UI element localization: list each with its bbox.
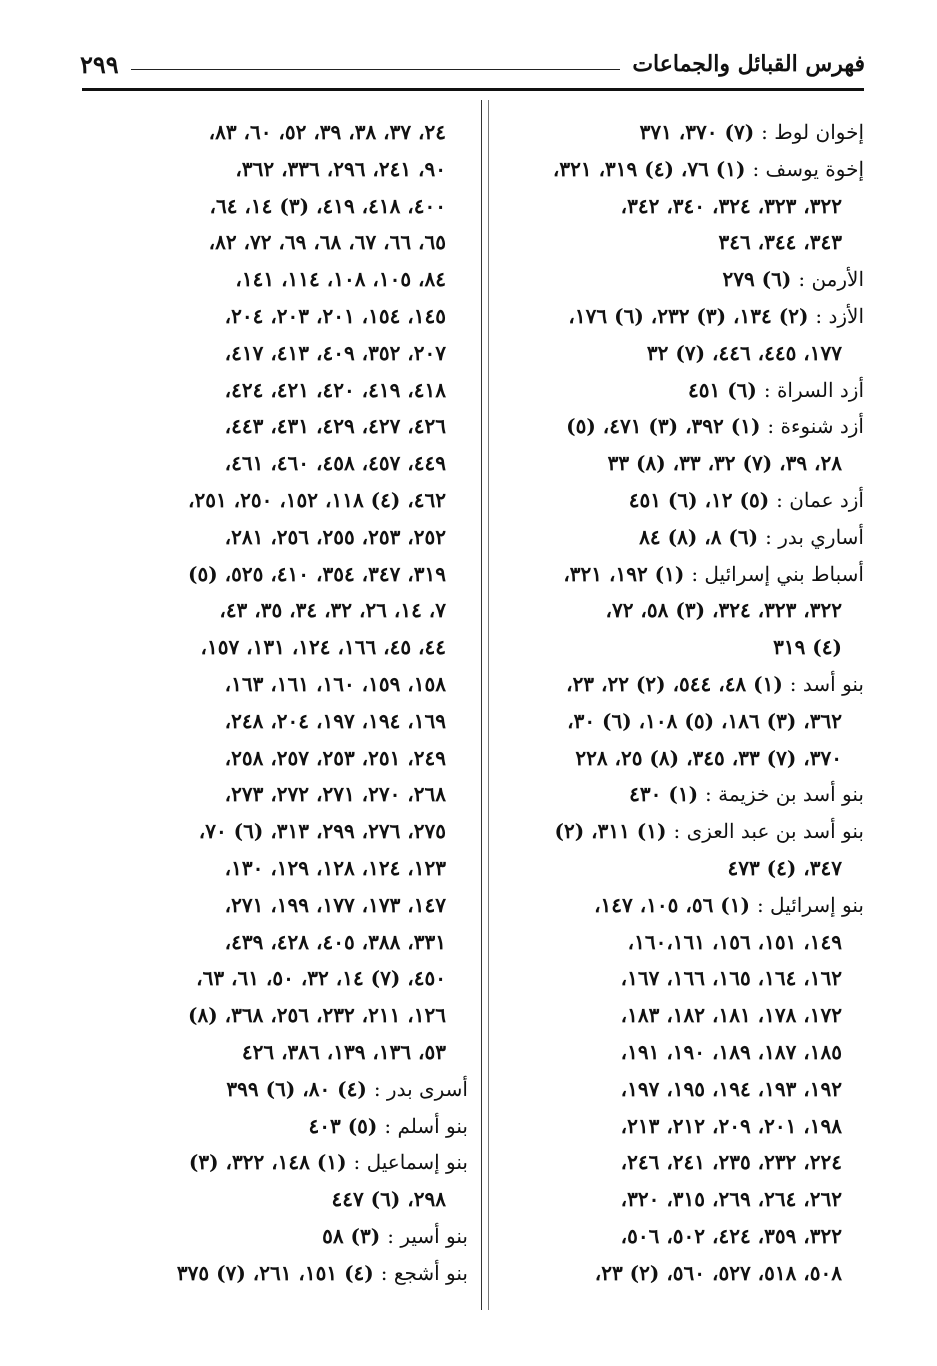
entry-references: ١٧٧، ٤٤٥، ٤٤٦، (٧) ٣٢ <box>646 340 842 365</box>
running-title: فهرس القبائل والجماعات <box>632 51 865 77</box>
entry-references: ٤٥٠، (٧) ١٤، ٣٢، ٥٠، ٦١، ٦٣، <box>196 966 446 991</box>
entry-references: (٤) ٣١٩ <box>773 635 842 660</box>
entry-references: ٦٥، ٦٦، ٦٧، ٦٨، ٦٩، ٧٢، ٨٢، <box>208 230 446 255</box>
index-entry-continuation <box>492 1108 864 1145</box>
entry-references: ٣٤٧، (٤) ٤٧٣ <box>727 855 842 880</box>
entry-references: ١٩٨، ٢٠١، ٢٠٩، ٢١٢، ٢١٣، <box>620 1113 842 1138</box>
index-entry-continuation <box>492 629 864 666</box>
index-entry-continuation <box>82 372 468 409</box>
index-entry-continuation <box>492 924 864 961</box>
index-entry-continuation <box>82 519 468 556</box>
index-entry <box>82 1071 468 1108</box>
entry-references: ١٤٩، ١٥١، ١٥٦، ١٦٠،١٦١، <box>627 929 842 954</box>
index-entry <box>82 1108 468 1145</box>
column-divider-inner <box>488 100 489 1310</box>
index-entry-continuation <box>492 445 864 482</box>
entry-references: ٥٠٨، ٥١٨، ٥٢٧، ٥٦٠، (٢) ٢٣، <box>594 1260 842 1285</box>
entry-references: ٩٠، ٢٤١، ٢٩٦، ٣٣٦، ٣٦٢، <box>235 156 446 181</box>
entry-references: (٣) ٥٨ <box>322 1223 388 1248</box>
entry-references: ١٩٢، ١٩٣، ١٩٤، ١٩٥، ١٩٧، <box>620 1076 842 1101</box>
index-entry-continuation <box>492 997 864 1034</box>
index-entry-continuation <box>82 776 468 813</box>
index-entry <box>492 408 864 445</box>
index-entry <box>82 1255 468 1292</box>
index-entry-continuation <box>492 188 864 225</box>
index-entry-continuation <box>82 482 468 519</box>
page-number: ٢٩٩ <box>80 49 119 79</box>
index-entry-continuation <box>492 740 864 777</box>
index-entry <box>492 298 864 335</box>
index-entry <box>492 813 864 850</box>
entry-references: (٤) ١٥١، ٢٦١، (٧) ٣٧٥ <box>176 1260 381 1285</box>
entry-references: ٢٦٢، ٢٦٤، ٢٦٩، ٣١٥، ٣٢٠، <box>620 1187 842 1212</box>
entry-references: ٢٢٤، ٢٣٢، ٢٣٥، ٢٤١، ٢٤٦، <box>620 1150 842 1175</box>
index-entry-continuation <box>492 1181 864 1218</box>
index-column-right <box>492 114 864 1292</box>
entry-references: (١) ٤٣٠ <box>629 782 706 807</box>
index-entry-continuation <box>492 592 864 629</box>
index-entry-continuation <box>492 224 864 261</box>
entry-references: (٦) ٢٧٩ <box>722 267 799 292</box>
entry-references: (٢) ١٣٤، (٣) ٢٣٢، (٦) ١٧٦، <box>568 303 816 328</box>
entry-references: ٣٤٣، ٣٤٤، ٣٤٦ <box>718 230 842 255</box>
index-entry <box>492 776 864 813</box>
entry-references: (٥) ١٢، (٦) ٤٥١ <box>628 487 777 512</box>
index-entry-continuation <box>82 445 468 482</box>
index-entry-continuation <box>82 592 468 629</box>
entry-term: بنو إسرائيل : <box>756 892 864 917</box>
index-entry-continuation <box>82 850 468 887</box>
index-entry-continuation <box>82 1181 468 1218</box>
entry-term: أزد السراة : <box>763 377 864 402</box>
entry-references: ٢٥٢، ٢٥٣، ٢٥٥، ٢٥٦، ٢٨١، <box>224 524 446 549</box>
index-entry <box>492 666 864 703</box>
entry-references: ٢٠٧، ٣٥٢، ٤٠٩، ٤١٣، ٤١٧، <box>224 340 446 365</box>
entry-references: (٦) ٤٥١ <box>688 377 764 402</box>
index-entry <box>492 519 864 556</box>
entry-references: ٣٦٢، (٣) ١٨٦، (٥) ١٠٨، (٦) ٣٠، <box>567 708 842 733</box>
entry-references: ١٦٢، ١٦٤، ١٦٥، ١٦٦، ١٦٧، <box>620 966 842 991</box>
entry-references: (١) ٤٨، ٥٤٤، (٢) ٢٢، ٢٣، <box>566 671 790 696</box>
index-entry-continuation <box>82 224 468 261</box>
index-entry-continuation <box>82 666 468 703</box>
entry-references: ٤٤٩، ٤٥٧، ٤٥٨، ٤٦٠، ٤٦١، <box>224 451 446 476</box>
entry-references: (٦) ٨، (٨) ٨٤ <box>639 524 766 549</box>
entry-references: (١) ٣١١، (٢) <box>554 819 674 844</box>
index-entry <box>82 1218 468 1255</box>
entry-term: إخوة يوسف : <box>752 156 864 181</box>
page-header <box>80 44 865 84</box>
index-entry-continuation <box>492 1255 864 1292</box>
index-entry <box>492 556 864 593</box>
header-rule <box>131 69 621 70</box>
entry-references: ٨٤، ١٠٥، ١٠٨، ١١٤، ١٤١، <box>235 267 446 292</box>
entry-references: ٣٧٠، (٧) ٣٣، ٣٤٥، (٨) ٢٥، ٢٢٨ <box>575 745 842 770</box>
entry-references: ١٨٥، ١٨٧، ١٨٩، ١٩٠، ١٩١، <box>620 1039 842 1064</box>
entry-references: ١٧٢، ١٧٨، ١٨١، ١٨٢، ١٨٣، <box>620 1003 842 1028</box>
entry-references: ١٤٥، ١٥٤، ٢٠١، ٢٠٣، ٢٠٤، <box>224 303 446 328</box>
entry-references: (١) ١٩٢، ٣٢١، <box>563 561 692 586</box>
entry-references: (١) ٣٩٢، (٣) ٤٧١، (٥) <box>566 414 768 439</box>
entry-term: أسرى بدر : <box>373 1076 468 1101</box>
entry-references: ٤٢٦، ٤٢٧، ٤٢٩، ٤٣١، ٤٤٣، <box>224 414 446 439</box>
column-divider <box>481 100 482 1310</box>
entry-references: ١٢٦، ٢١١، ٢٣٢، ٢٥٦، ٣٦٨، (٨) <box>188 1003 446 1028</box>
entry-references: ١٥٨، ١٥٩، ١٦٠، ١٦١، ١٦٣، <box>224 671 446 696</box>
entry-references: (٤) ٨٠، (٦) ٣٩٩ <box>226 1076 374 1101</box>
entry-references: (١) ٧٦، (٤) ٣١٩، ٣٢١، <box>552 156 753 181</box>
index-entry-continuation <box>82 887 468 924</box>
index-entry-continuation <box>82 629 468 666</box>
entry-references: ٢٧٥، ٢٧٦، ٢٩٩، ٣١٣، (٦) ٧٠، <box>198 819 446 844</box>
header-divider <box>82 88 864 91</box>
entry-term: بنو أسد بن عبد العزى : <box>673 819 864 844</box>
index-entry-continuation <box>82 556 468 593</box>
index-entry-continuation <box>82 298 468 335</box>
index-entry <box>492 482 864 519</box>
entry-references: (١) ١٤٨، ٣٢٢، (٣) <box>188 1150 354 1175</box>
entry-references: ٤٤، ٤٥، ١٦٦، ١٢٤، ١٣١، ١٥٧، <box>200 635 446 660</box>
entry-term: الأرمن : <box>798 267 864 292</box>
index-entry-continuation <box>82 114 468 151</box>
index-entry-continuation <box>82 924 468 961</box>
entry-term: بنو أسير : <box>387 1223 468 1248</box>
entry-references: ٣٢٢، ٣٥٩، ٤٢٤، ٥٠٢، ٥٠٦، <box>620 1223 842 1248</box>
entry-references: ٤١٨، ٤١٩، ٤٢٠، ٤٢١، ٤٢٤، <box>224 377 446 402</box>
entry-references: (٧) ٣٧٠، ٣٧١ <box>639 120 762 144</box>
entry-references: ٢٨، ٣٩، (٧) ٣٢، ٣٣، (٨) ٣٣ <box>607 451 842 476</box>
entry-references: ٢٤، ٣٧، ٣٨، ٣٩، ٥٢، ٦٠، ٨٣، <box>208 120 446 144</box>
index-entry-continuation <box>82 261 468 298</box>
index-column-left <box>82 114 468 1292</box>
index-entry <box>492 114 864 151</box>
index-entry-continuation <box>492 703 864 740</box>
entry-references: ٣٢٢، ٣٢٣، ٣٢٤، (٣) ٥٨، ٧٢، <box>605 598 842 623</box>
entry-term: بنو أسد : <box>789 671 864 696</box>
index-entry-continuation <box>82 960 468 997</box>
index-entry-continuation <box>492 1144 864 1181</box>
index-entry-continuation <box>82 335 468 372</box>
index-entry <box>492 887 864 924</box>
entry-references: ٢٦٨، ٢٧٠، ٢٧١، ٢٧٢، ٢٧٣، <box>224 782 446 807</box>
index-entry-continuation <box>82 408 468 445</box>
index-entry-continuation <box>492 850 864 887</box>
index-entry <box>492 151 864 188</box>
index-entry <box>492 372 864 409</box>
index-entry-continuation <box>492 960 864 997</box>
entry-references: ٣٣١، ٣٨٨، ٤٠٥، ٤٢٨، ٤٣٩، <box>224 929 446 954</box>
entry-term: الأزد : <box>815 303 864 328</box>
entry-references: ١٢٣، ١٢٤، ١٢٨، ١٢٩، ١٣٠، <box>224 855 446 880</box>
entry-term: بنو أشجع : <box>380 1260 468 1285</box>
index-entry <box>82 1144 468 1181</box>
index-entry-continuation <box>492 1034 864 1071</box>
entry-references: ٢٩٨، (٦) ٤٤٧ <box>331 1187 446 1212</box>
index-entry-continuation <box>82 703 468 740</box>
entry-references: ٣١٩، ٣٤٧، ٣٥٤، ٤١٠، ٥٢٥، (٥) <box>188 561 446 586</box>
entry-references: ٢٤٩، ٢٥١، ٢٥٣، ٢٥٧، ٢٥٨، <box>224 745 446 770</box>
entry-term: بنو أسلم : <box>384 1113 468 1138</box>
entry-references: (١) ٥٦، ١٠٥، ١٤٧، <box>594 892 757 917</box>
entry-term: أسباط بني إسرائيل : <box>691 561 864 586</box>
entry-references: ٤٦٢، (٤) ١١٨، ١٥٢، ٢٥٠، ٢٥١، <box>188 487 446 512</box>
entry-references: ١٦٩، ١٩٤، ١٩٧، ٢٠٤، ٢٤٨، <box>224 708 446 733</box>
index-entry-continuation <box>82 740 468 777</box>
entry-term: أساري بدر : <box>765 524 864 549</box>
entry-term: أزد عمان : <box>776 487 864 512</box>
entry-references: ٥٣، ١٣٦، ١٣٩، ٣٨٦، ٤٢٦ <box>241 1039 446 1064</box>
entry-references: ٣٢٢، ٣٢٣، ٣٢٤، ٣٤٠، ٣٤٢، <box>620 193 842 218</box>
index-entry-continuation <box>82 813 468 850</box>
index-entry-continuation <box>82 1034 468 1071</box>
entry-references: ٧، ١٤، ٢٦، ٣٢، ٣٤، ٣٥، ٤٣، <box>219 598 446 623</box>
entry-references: (٥) ٤٠٣ <box>308 1113 385 1138</box>
index-entry-continuation <box>492 1218 864 1255</box>
index-entry-continuation <box>492 1071 864 1108</box>
entry-term: إخوان لوط : <box>761 120 864 144</box>
entry-term: بنو أسد بن خزيمة : <box>705 782 864 807</box>
index-entry-continuation <box>82 997 468 1034</box>
entry-term: أزد شنوءة : <box>767 414 864 439</box>
index-entry-continuation <box>82 188 468 225</box>
index-entry <box>492 261 864 298</box>
index-entry-continuation <box>82 151 468 188</box>
entry-references: ٤٠٠، ٤١٨، ٤١٩، (٣) ١٤، ٦٤، <box>209 193 446 218</box>
entry-references: ١٤٧، ١٧٣، ١٧٧، ١٩٩، ٢٧١، <box>224 892 446 917</box>
entry-term: بنو إسماعيل : <box>353 1150 468 1175</box>
index-entry-continuation <box>492 335 864 372</box>
